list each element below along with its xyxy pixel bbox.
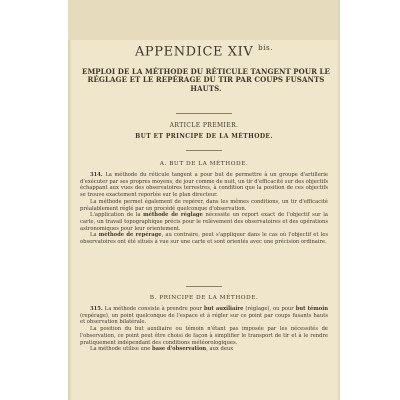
section-rule <box>186 286 222 287</box>
paragraph-text: La méthode du réticule tangent a pour but de permettre à un groupe d'artillerie d'exécuter par ses propres moyens, de jour comme de nuit, un tir d'efficacité sur des objectifs échappant aux vues des observatoires terrestres, à condition que la position de ces objectifs se trouve exactement reportée sur le plan directeur. <box>80 172 328 199</box>
paragraph-number: 315. <box>90 306 105 312</box>
paragraph-text: La <box>90 232 99 239</box>
main-title: EMPLOI DE LA MÉTHODE DU RÉTICULE TANGENT POUR LE RÉGLAGE ET LE REPÉRAGE DU TIR PAR COUPS FUSANTS HAUTS. <box>82 67 330 93</box>
appendix-suffix: bis. <box>258 44 274 52</box>
appendix-title <box>68 44 340 59</box>
article-rule <box>186 150 222 151</box>
paragraph <box>80 172 328 199</box>
article-heading: ARTICLE PREMIER. <box>169 122 239 129</box>
emphasis-text: base d'observation <box>151 346 207 353</box>
appendix-title-text: APPENDICE XIV <box>134 44 254 60</box>
section-a-heading: A. BUT DE LA MÉTHODE. <box>159 161 249 167</box>
paragraph-number: 314. <box>90 172 106 178</box>
emphasis-text: méthode de réglage <box>143 212 203 219</box>
article-subheading: BUT ET PRINCIPE DE LA MÉTHODE. <box>135 133 273 140</box>
paragraph-text: La méthode utilise une <box>90 346 152 353</box>
paragraph <box>80 232 328 245</box>
paragraph-text: La position du but auxiliaire ou témoin n'étant pas imposée par les nécessités de l'observation, ce point peut être choisi de façon à simplifier le transport de tir et à le rendre pratiquement indépendant des conditions météorologiques. <box>80 326 328 346</box>
paragraph <box>80 212 328 232</box>
section-b-heading: B. PRINCIPE DE LA MÉTHODE. <box>149 295 259 301</box>
paragraph <box>80 199 328 212</box>
paragraph-text: La méthode permet également de repérer, dans les mêmes conditions, un tir d'efficacité préalablement réglé par un procédé quelconque d'observation. <box>80 198 328 212</box>
paragraph-text: (réglage), ou pour <box>243 306 296 312</box>
emphasis-text: méthode de repérage <box>98 232 162 239</box>
paragraph-text: L'application de la <box>90 212 144 219</box>
section-b-body <box>80 306 328 353</box>
emphasis-text: but auxiliaire <box>203 306 244 312</box>
paragraph-text: nécessite un report exact de l'objectif sur la carte, un travail topographique précis pour le relèvement des observatoires et des opérations astronomiques pour leur orientement. <box>80 212 329 232</box>
section-a-body <box>80 172 328 246</box>
paragraph-text: (repérage), un point quelconque de l'espace et à régler sur ce point par coups fusants hauts et observation bilatérale. <box>80 312 328 326</box>
paragraph-text: La méthode consiste à prendre pour <box>104 306 204 312</box>
paragraph <box>80 346 328 353</box>
paragraph <box>80 326 328 346</box>
paragraph <box>80 306 328 326</box>
paragraph-text: , au contraire, peut s'appliquer dans le cas où l'objectif et les observatoires ont été situés à vue sur une carte et sont orientés avec une précision ordinaire. <box>80 232 329 246</box>
title-rule <box>176 113 232 114</box>
emphasis-text: but témoin <box>295 306 328 312</box>
paragraph-text: , aux deux <box>206 346 234 353</box>
document-page <box>68 0 340 400</box>
page-header-band <box>68 0 340 40</box>
